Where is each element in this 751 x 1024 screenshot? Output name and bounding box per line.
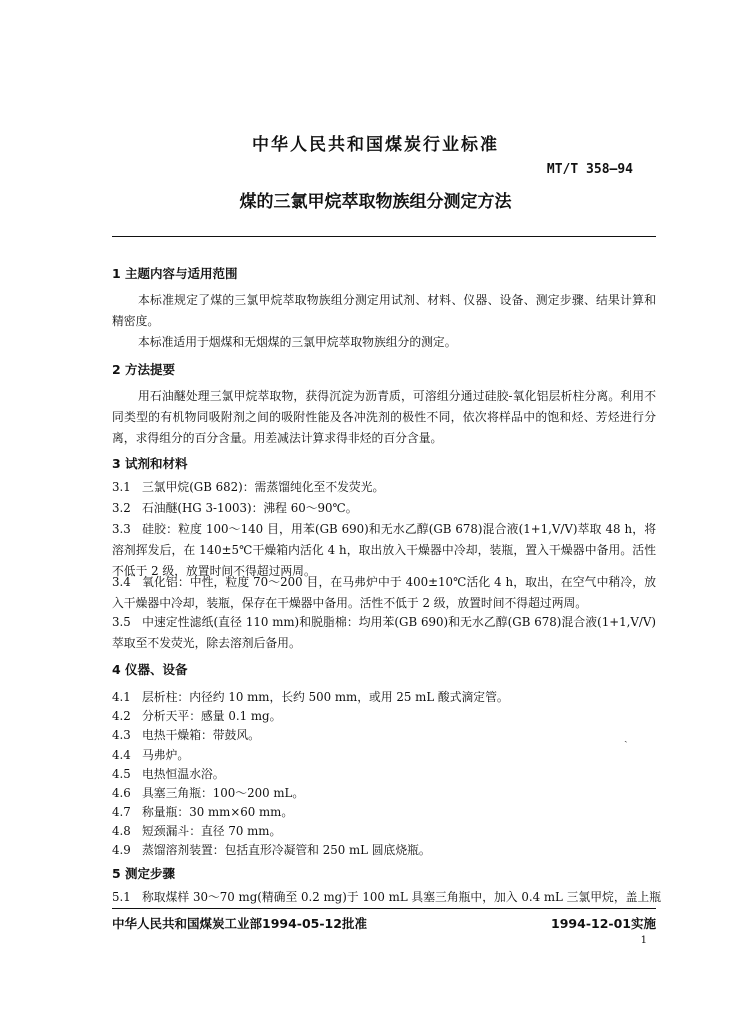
- list-item-4-6: [112, 784, 304, 801]
- list-item-4-8: [112, 822, 281, 839]
- item-number: 3.1: [112, 480, 131, 494]
- item-text: 马弗炉。: [142, 748, 190, 762]
- item-number: 4.9: [112, 843, 131, 857]
- item-number: 4.6: [112, 786, 131, 800]
- section-5-heading: 5 测定步骤: [112, 866, 176, 881]
- item-text: 三氯甲烷(GB 682)：需蒸馏纯化至不发荧光。: [142, 480, 385, 494]
- standard-number: MT/T 358—94: [546, 162, 633, 177]
- item-number: 3.5: [112, 615, 131, 629]
- list-item-4-3: [112, 726, 260, 743]
- item-number: 5.1: [112, 890, 131, 904]
- item-text: 氧化铝：中性，粒度 70～200 目，在马弗炉中于 400±10℃活化 4 h，取出，在空气中稍冷，放入干燥器中冷却，装瓶，保存在干燥器中备用。活性不低于 2 级，放置时间不得超过两周。: [112, 575, 656, 610]
- list-item-3-1: [112, 477, 656, 498]
- header-divider: [112, 236, 656, 237]
- approval-date: 中华人民共和国煤炭工业部1994-05-12批准: [112, 916, 367, 931]
- item-text: 称取煤样 30～70 mg(精确至 0.2 mg)于 100 mL 具塞三角瓶中，加入 0.4 mL 三氯甲烷，盖上瓶: [142, 890, 662, 904]
- section-2-heading: 2 方法提要: [112, 362, 176, 377]
- footer-divider: [112, 908, 656, 909]
- item-number: 3.2: [112, 501, 131, 515]
- item-text: 层析柱：内径约 10 mm，长约 500 mm，或用 25 mL 酸式滴定管。: [142, 690, 509, 704]
- item-text: 分析天平：感量 0.1 mg。: [142, 709, 282, 723]
- item-text: 硅胶：粒度 100～140 目，用苯(GB 690)和无水乙醇(GB 678)混合液(1+1,V/V)萃取 48 h，将溶剂挥发后，在 140±5℃干燥箱内活化 4 h，取出放入干燥器中冷却，装瓶，置入干燥器中备用。活性不低于 2 级，放置时间不得超过两周。: [112, 522, 656, 578]
- list-item-4-4: [112, 746, 189, 763]
- item-number: 4.3: [112, 728, 131, 742]
- item-number: 4.7: [112, 805, 131, 819]
- item-text: 蒸馏溶剂装置：包括直形冷凝管和 250 mL 圆底烧瓶。: [142, 843, 431, 857]
- implementation-date: 1994-12-01实施: [551, 916, 656, 931]
- scan-speck-mark: ˏ: [624, 730, 628, 743]
- item-number: 4.1: [112, 690, 131, 704]
- item-number: 3.4: [112, 575, 131, 589]
- list-item-3-4: [112, 572, 656, 614]
- item-text: 称量瓶：30 mm×60 mm。: [142, 805, 294, 819]
- item-text: 具塞三角瓶：100～200 mL。: [142, 786, 305, 800]
- item-number: 4.4: [112, 748, 131, 762]
- list-item-4-9: [112, 841, 431, 858]
- section-3-heading: 3 试剂和材料: [112, 456, 188, 471]
- document-title: 煤的三氯甲烷萃取物族组分测定方法: [239, 192, 512, 212]
- page-number: 1: [640, 935, 647, 946]
- list-item-5-1: [112, 888, 661, 905]
- list-item-4-1: [112, 688, 509, 705]
- item-text: 电热干燥箱：带鼓风。: [142, 728, 260, 742]
- item-text: 石油醚(HG 3-1003)：沸程 60～90℃。: [142, 501, 358, 515]
- list-item-3-5: [112, 612, 656, 654]
- section-1-heading: 1 主题内容与适用范围: [112, 266, 238, 281]
- item-text: 短颈漏斗：直径 70 mm。: [142, 824, 282, 838]
- list-item-3-2: [112, 498, 656, 519]
- item-number: 4.5: [112, 767, 131, 781]
- item-number: 3.3: [112, 522, 131, 536]
- item-text: 中速定性滤纸(直径 110 mm)和脱脂棉：均用苯(GB 690)和无水乙醇(GB 678)混合液(1+1,V/V)萃取至不发荧光，除去溶剂后备用。: [112, 615, 656, 650]
- item-number: 4.2: [112, 709, 131, 723]
- standard-org-header: 中华人民共和国煤炭行业标准: [252, 135, 499, 155]
- list-item-4-2: [112, 707, 281, 724]
- section-2-paragraph-1: 用石油醚处理三氯甲烷萃取物，获得沉淀为沥青质，可溶组分通过硅胶-氧化铝层析柱分离。利用不同类型的有机物同吸附剂之间的吸附性能及各冲洗剂的极性不同，依次将样品中的饱和烃、芳烃进行分离，求得组分的百分含量。用差减法计算求得非烃的百分含量。: [112, 389, 656, 445]
- item-text: 电热恒温水浴。: [142, 767, 225, 781]
- section-4-heading: 4 仪器、设备: [112, 662, 188, 677]
- list-item-4-7: [112, 803, 293, 820]
- section-1-paragraph-2: 本标准适用于烟煤和无烟煤的三氯甲烷萃取物族组分的测定。: [138, 335, 457, 349]
- section-1-paragraph-1: 本标准规定了煤的三氯甲烷萃取物族组分测定用试剂、材料、仪器、设备、测定步骤、结果计算和精密度。: [112, 293, 656, 328]
- item-number: 4.8: [112, 824, 131, 838]
- list-item-4-5: [112, 765, 225, 782]
